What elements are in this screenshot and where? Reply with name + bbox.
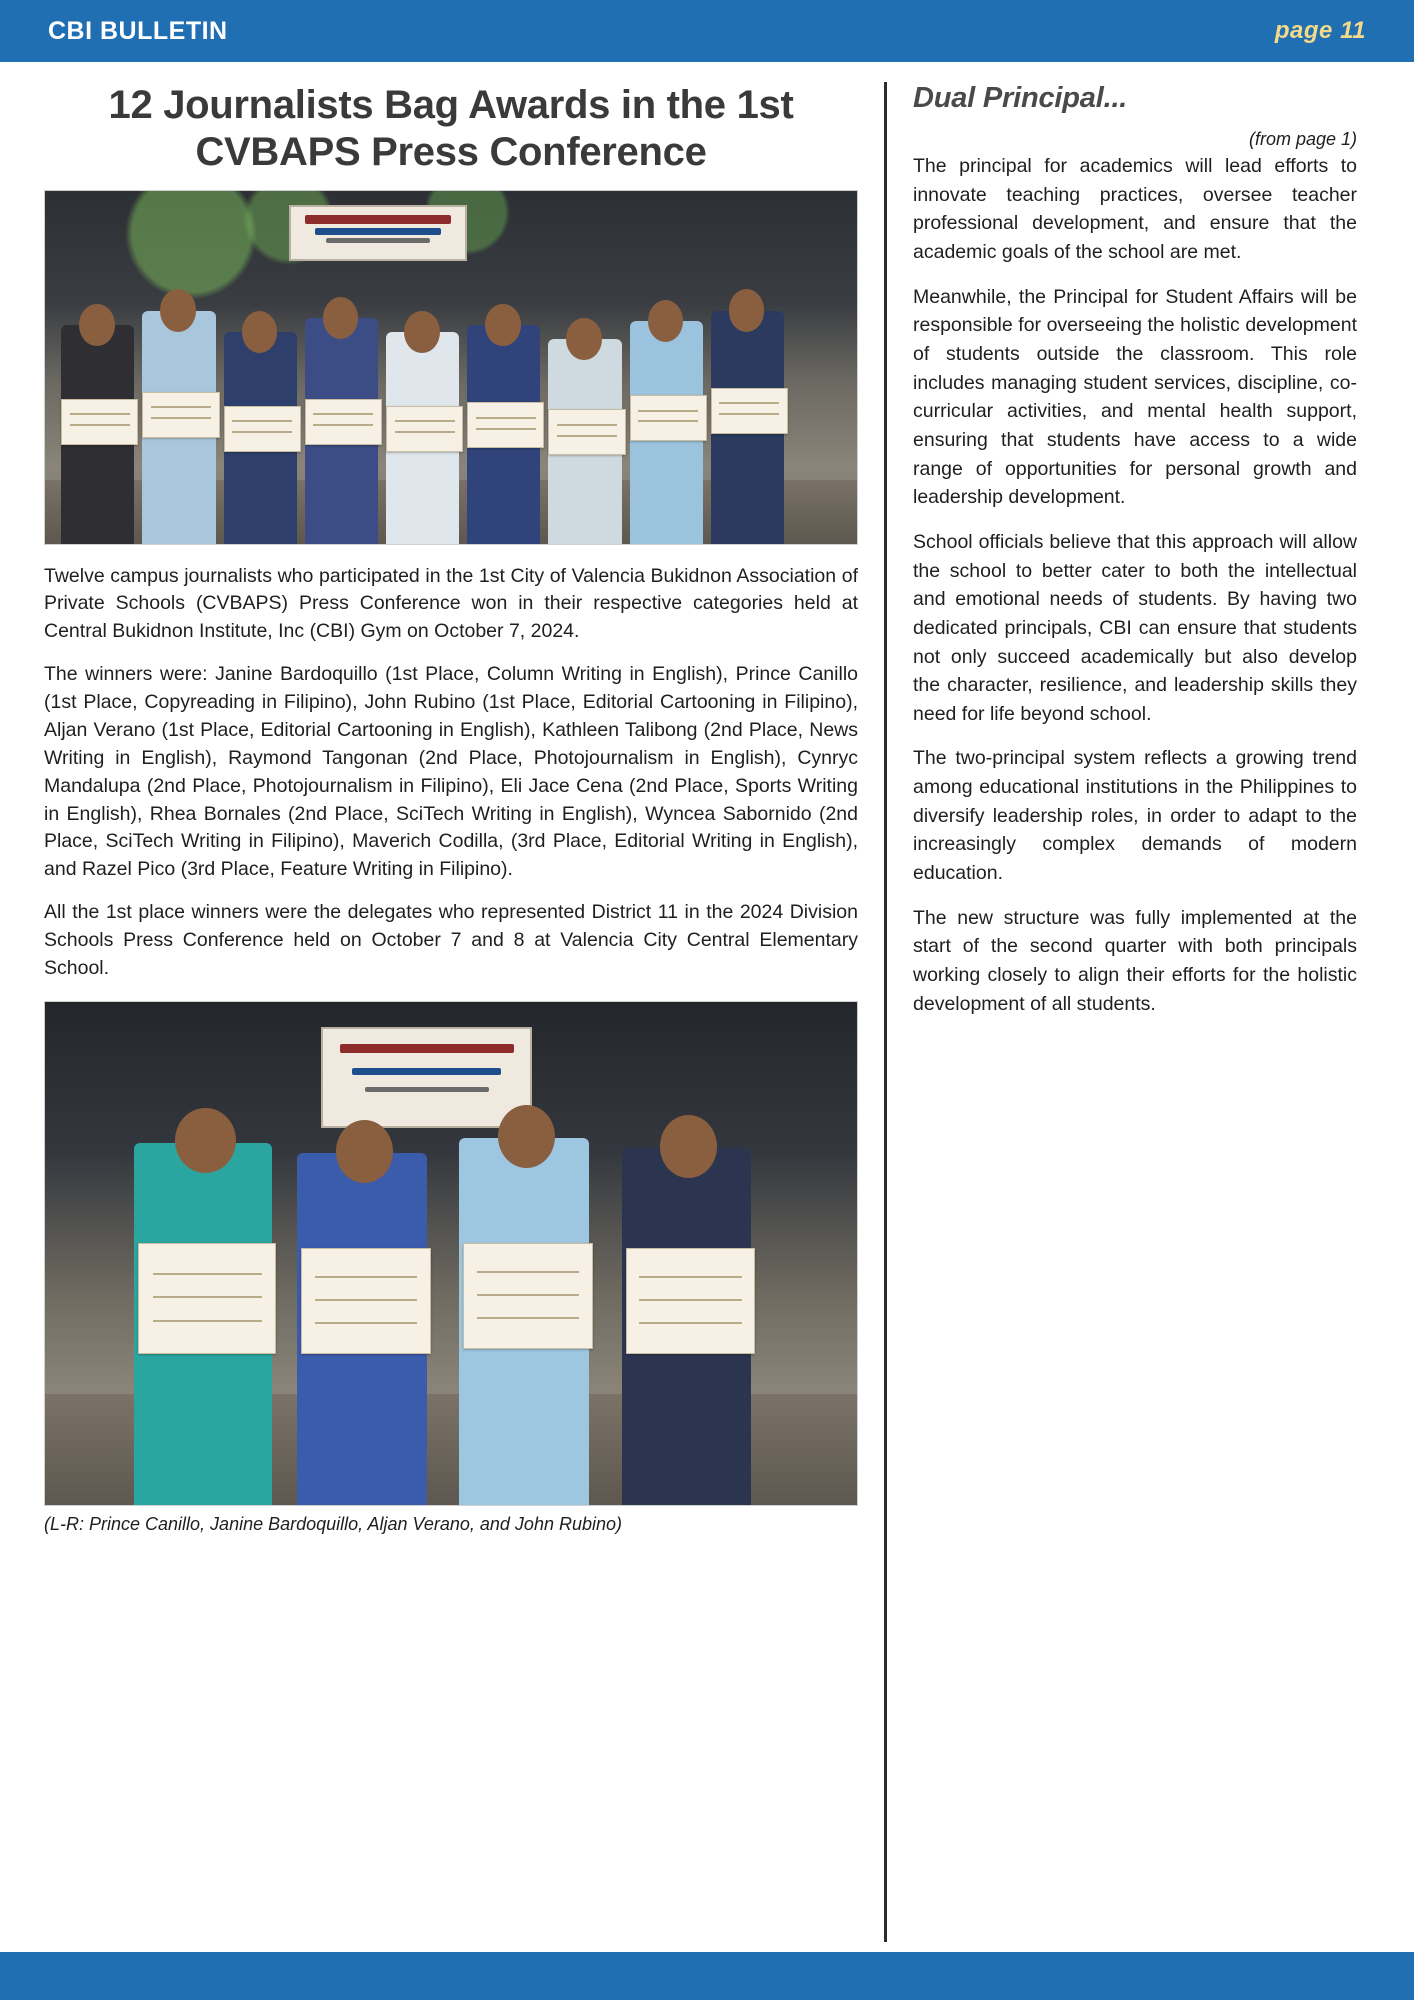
certificate-icon xyxy=(138,1243,276,1354)
person-head xyxy=(242,311,278,353)
photo-caption: (L-R: Prince Canillo, Janine Bardoquillo, Aljan Verano, and John Rubino) xyxy=(44,1513,622,1534)
article-paragraph: The principal for academics will lead efforts to innovate teaching practices, oversee teacher professional development, and ensure that the academic goals of the school are met. xyxy=(913,155,1357,263)
article-paragraph: School officials believe that this approach will allow the school to better cater to both the intellectual and emotional needs of students. By having two dedicated principals, CBI can ensure that students not only succeed academically but also develop the character, resilience, and leadership skills they need for life beyond school. xyxy=(913,530,1357,725)
continuation-note: (from page 1) xyxy=(1248,129,1357,149)
page-number-label: page 11 xyxy=(1274,17,1366,44)
person-head xyxy=(729,289,765,331)
certificate-icon xyxy=(305,399,382,445)
person-head xyxy=(175,1108,236,1173)
person-head xyxy=(404,311,440,353)
stage-banner-icon xyxy=(289,205,468,261)
certificate-icon xyxy=(224,406,301,452)
continued-article-headline: Dual Principal... xyxy=(913,82,1128,114)
certificate-icon xyxy=(626,1248,756,1354)
right-article-column xyxy=(887,82,1357,1952)
group-photo-top xyxy=(44,190,858,545)
stage-banner-icon xyxy=(321,1027,532,1128)
article-paragraph: Meanwhile, the Principal for Student Affairs will be responsible for overseeing the holistic development of students outside the classroom. This role includes managing student services, discipline, co-curricular activities, and mental health support, ensuring that students have access to a wide range of opportunities for personal growth and leadership development. xyxy=(913,285,1357,509)
person-head xyxy=(323,297,359,339)
article-paragraph: The new structure was fully implemented at the start of the second quarter with both principals working closely to align their efforts for the holistic development of all students. xyxy=(913,906,1357,1015)
person-head xyxy=(660,1115,717,1178)
certificate-icon xyxy=(630,395,707,441)
article-paragraph: Twelve campus journalists who participated in the 1st City of Valencia Bukidnon Association of Private Schools (CVBAPS) Press Conference won in their respective categories held at Central Bukidnon Institute, Inc (CBI) Gym on October 7, 2024. xyxy=(44,564,858,643)
certificate-icon xyxy=(301,1248,431,1354)
certificate-icon xyxy=(386,406,463,452)
certificate-icon xyxy=(142,392,219,438)
bulletin-title: CBI BULLETIN xyxy=(48,16,228,45)
person-head xyxy=(485,304,521,346)
certificate-icon xyxy=(711,388,788,434)
person-head xyxy=(336,1120,393,1183)
certificate-icon xyxy=(548,409,625,455)
page-footer-bar xyxy=(0,1952,1414,2000)
article-headline: 12 Journalists Bag Awards in the 1st CVBAPS Press Conference xyxy=(108,83,794,174)
left-article-column xyxy=(44,82,884,1952)
article-paragraph: The two-principal system reflects a growing trend among educational institutions in the Philippines to diversify leadership roles, in order to adapt to the increasingly complex demands of modern education. xyxy=(913,747,1357,885)
group-photo-bottom xyxy=(44,1001,858,1506)
certificate-icon xyxy=(467,402,544,448)
article-paragraph: The winners were: Janine Bardoquillo (1st Place, Column Writing in English), Prince Canillo (1st Place, Copyreading in Filipino), John Rubino (1st Place, Editorial Cartooning in Filipino), Aljan Verano (1st Place, Editorial Cartooning in English), Kathleen Talibong (2nd Place, News Writing in English), Raymond Tangonan (2nd Place, Photojournalism in English), Cynryc Mandalupa (2nd Place, Photojournalism in Filipino), Eli Jace Cena (2nd Place, Sports Writing in English), Rhea Bornales (2nd Place, SciTech Writing in English), Wyncea Sabornido (2nd Place, SciTech Writing in Filipino), Maverich Codilla, (3rd Place, Editorial Writing in English), and Razel Pico (3rd Place, Feature Writing in Filipino). xyxy=(44,663,858,881)
article-paragraph: All the 1st place winners were the delegates who represented District 11 in the 2024 Division Schools Press Conference held on October 7 and 8 at Valencia City Central Elementary School. xyxy=(44,901,858,979)
page-content xyxy=(0,62,1414,1952)
page-header-bar xyxy=(0,0,1414,62)
person-head xyxy=(566,318,602,360)
certificate-icon xyxy=(463,1243,593,1349)
person-head xyxy=(498,1105,555,1168)
certificate-icon xyxy=(61,399,138,445)
person-head xyxy=(79,304,115,346)
person-head xyxy=(160,289,196,331)
